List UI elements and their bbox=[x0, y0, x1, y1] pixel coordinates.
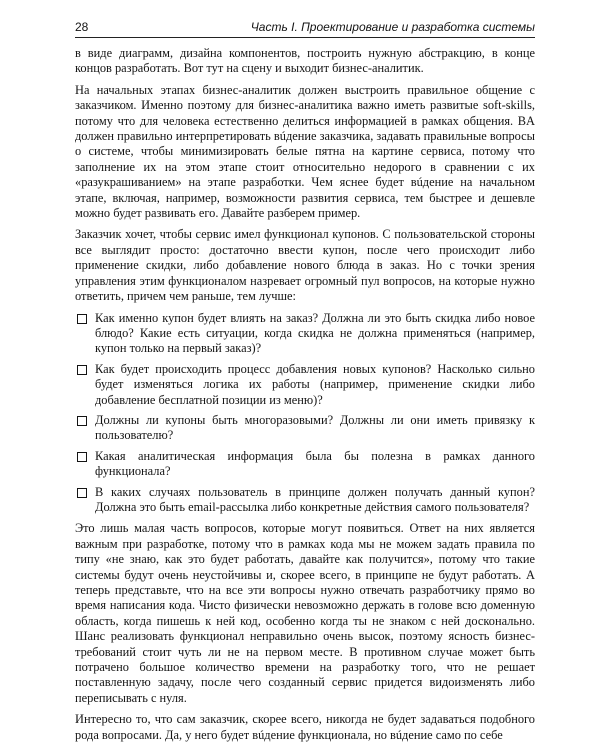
list-item-text: Какая аналитическая информация была бы полезна в рамках данного функционала? bbox=[95, 448, 535, 479]
checkbox-bullet-icon bbox=[77, 314, 87, 324]
checkbox-bullet-icon bbox=[77, 365, 87, 375]
list-item-text: Должны ли купоны быть многоразовыми? Должны ли они иметь привязку к пользователю? bbox=[95, 412, 535, 443]
paragraph-coupons-example: Заказчик хочет, чтобы сервис имел функционал купонов. С пользовательской стороны все выглядит просто: достаточно ввести купон, после чего происходит либо применение скидки, либо добавление нового блюда в заказ. Но с точки зрения управления этим функционалом назревает огромный пул вопросов, на которые нужно ответить, причем чем раньше, тем лучше: bbox=[75, 227, 535, 304]
list-item-text: В каких случаях пользователь в принципе должен получать данный купон? Должна это быть email-рассылка либо конкретные действия самого пользователя? bbox=[95, 484, 535, 514]
list-item bbox=[75, 449, 535, 480]
page-number: 28 bbox=[75, 20, 89, 34]
checkbox-bullet-icon bbox=[77, 452, 87, 462]
paragraph-questions-importance: Это лишь малая часть вопросов, которые могут появиться. Ответ на них является важным при разработке, потому что в рамках кода мы не можем задать правила по типу «не знаю, как это будет работать, давайте как получится», потому что такие системы будут очень неустойчивы и, скорее всего, в принципе не будут работать. А теперь представьте, что на все эти вопросы нужно отвечать разработчику прямо во время написания кода. Чисто физически невозможно держать в голове всю доменную область, когда пишешь к ней код, особенно когда ты не знаком с ней досконально. Шанс реализовать функционал неправильно очень высок, поэтому ясность бизнес-требований стоит чуть ли не на первом месте. В противном случае может быть потрачено большое количество времени на разработку того, что не решает поставленную задачу, после чего созданный сервис придется видоизменять либо переписывать с нуля. bbox=[75, 521, 535, 705]
list-item-text: Как будет происходить процесс добавления новых купонов? Насколько сильно будет изменяться логика их работы (например, применение скидки либо добавление бесплатной позиции из меню)? bbox=[95, 361, 535, 407]
list-item-text: Как именно купон будет влиять на заказ? Должна ли это быть скидка либо новое блюдо? Какие есть ситуации, когда скидка не должна применяться (например, купон только на первый заказ)? bbox=[95, 310, 535, 356]
checkbox-bullet-icon bbox=[77, 488, 87, 498]
checkbox-bullet-icon bbox=[77, 416, 87, 426]
question-list bbox=[75, 311, 535, 516]
running-header bbox=[75, 20, 535, 38]
paragraph-continuation: в виде диаграмм, дизайна компонентов, построить нужную абстракцию, в конце концов разработать. Вот тут на сцену и выходит бизнес-аналитик. bbox=[75, 46, 535, 76]
list-item bbox=[75, 413, 535, 444]
body-text bbox=[75, 46, 535, 743]
list-item bbox=[75, 362, 535, 408]
chapter-title: Часть I. Проектирование и разработка системы bbox=[250, 20, 535, 34]
book-page bbox=[75, 20, 535, 749]
list-item bbox=[75, 485, 535, 516]
paragraph-customer-vision: Интересно то, что сам заказчик, скорее всего, никогда не будет задаваться подобного рода вопросами. Да, у него будет вúдение функционала, но вúдение само по себе bbox=[75, 712, 535, 742]
paragraph-business-analyst: На начальных этапах бизнес-аналитик должен выстроить правильное общение с заказчиком. Именно поэтому для бизнес-аналитика важно иметь развитые soft-skills, потому что для человека естественно делиться информацией в рамках общения. BA должен правильно интерпретировать вúдение заказчика, задавать правильные вопросы о системе, чтобы минимизировать белые пятна на картине сервиса, потому что заполнение их на этом этапе стоит относительно недорого в сравнении с их «разукрашиванием» на этапе разработки. Чем яснее будет вúдение на начальном этапе, включая, например, возможности развития сервиса, тем быстрее и дешевле можно будет развивать его. Давайте разберем пример. bbox=[75, 82, 535, 221]
list-item bbox=[75, 311, 535, 357]
